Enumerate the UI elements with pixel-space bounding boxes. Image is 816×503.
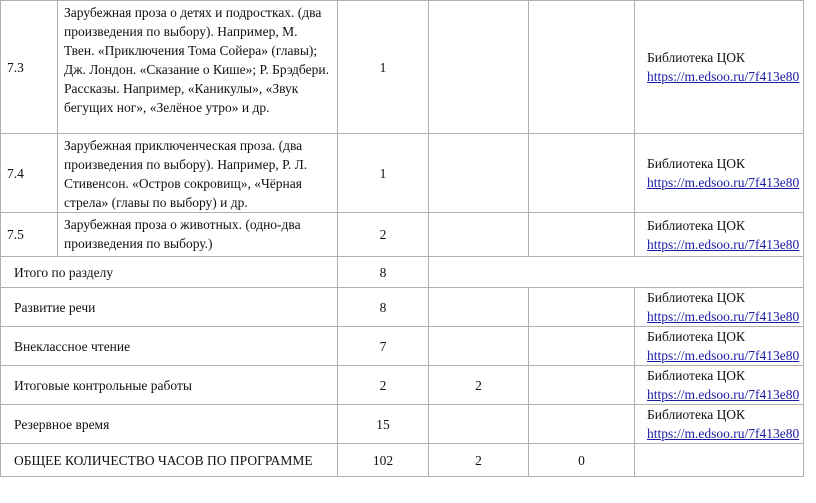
- row-control-hours: [429, 134, 529, 213]
- table-row: [1, 213, 804, 257]
- row-total-hours: 1: [338, 1, 429, 134]
- resource-link[interactable]: https://m.edsoo.ru/7f413e80: [647, 348, 800, 363]
- summary-label: Развитие речи: [1, 288, 338, 327]
- summary-total-hours: 8: [338, 288, 429, 327]
- section-total-label: Итого по разделу: [1, 257, 338, 288]
- grand-total-practical-hours: 0: [529, 444, 635, 477]
- section-total-row: [1, 257, 804, 288]
- row-control-hours: [429, 1, 529, 134]
- row-topic: Зарубежная проза о детях и подростках. (два произведения по выбору). Например, М. Твен. «Приключения Тома Сойера» (главы); Дж. Лондон. «Сказание о Кише»; Р. Брэдбери. Рассказы. Например, «Каникулы», «Звук бегущих ног», «Зелёное утро» и др.: [58, 1, 338, 134]
- summary-label: Итоговые контрольные работы: [1, 366, 338, 405]
- summary-row: [1, 327, 804, 366]
- row-resources: [635, 134, 804, 213]
- resource-label: Библиотека ЦОК: [647, 368, 745, 383]
- row-topic: Зарубежная приключенческая проза. (два произведения по выбору). Например, Р. Л. Стивенсон. «Остров сокровищ», «Чёрная стрела» (главы по выбору) и др.: [58, 134, 338, 213]
- table-row: [1, 1, 804, 134]
- row-resources: [635, 213, 804, 257]
- summary-total-hours: 15: [338, 405, 429, 444]
- row-number: 7.5: [1, 213, 58, 257]
- section-total-hours: 8: [338, 257, 429, 288]
- resource-link[interactable]: https://m.edsoo.ru/7f413e80: [647, 387, 800, 402]
- resource-link[interactable]: https://m.edsoo.ru/7f413e80: [647, 175, 800, 190]
- summary-control-hours: 2: [429, 366, 529, 405]
- row-practical-hours: [529, 1, 635, 134]
- resource-link[interactable]: https://m.edsoo.ru/7f413e80: [647, 309, 800, 324]
- resource-label: Библиотека ЦОК: [647, 407, 745, 422]
- row-total-hours: 2: [338, 213, 429, 257]
- summary-resources: [635, 288, 804, 327]
- row-practical-hours: [529, 134, 635, 213]
- summary-control-hours: [429, 327, 529, 366]
- grand-total-row: [1, 444, 804, 477]
- resource-label: Библиотека ЦОК: [647, 217, 745, 233]
- grand-total-hours: 102: [338, 444, 429, 477]
- table-row: [1, 134, 804, 213]
- grand-total-label: ОБЩЕЕ КОЛИЧЕСТВО ЧАСОВ ПО ПРОГРАММЕ: [1, 444, 338, 477]
- summary-resources: [635, 366, 804, 405]
- row-number: 7.4: [1, 134, 58, 213]
- summary-practical-hours: [529, 366, 635, 405]
- summary-control-hours: [429, 288, 529, 327]
- row-resources: [635, 1, 804, 134]
- summary-row: [1, 288, 804, 327]
- summary-control-hours: [429, 405, 529, 444]
- summary-practical-hours: [529, 327, 635, 366]
- grand-total-control-hours: 2: [429, 444, 529, 477]
- resource-label: Библиотека ЦОК: [647, 156, 745, 171]
- summary-practical-hours: [529, 288, 635, 327]
- row-total-hours: 1: [338, 134, 429, 213]
- summary-resources: [635, 405, 804, 444]
- summary-row: [1, 405, 804, 444]
- grand-total-resources: [635, 444, 804, 477]
- summary-total-hours: 7: [338, 327, 429, 366]
- resource-label: Библиотека ЦОК: [647, 329, 745, 344]
- resource-label: Библиотека ЦОК: [647, 290, 745, 305]
- summary-label: Резервное время: [1, 405, 338, 444]
- row-number: 7.3: [1, 1, 58, 134]
- summary-practical-hours: [529, 405, 635, 444]
- summary-row: [1, 366, 804, 405]
- row-topic: Зарубежная проза о животных. (одно-два произведения по выбору.): [58, 213, 338, 257]
- summary-label: Внеклассное чтение: [1, 327, 338, 366]
- resource-link[interactable]: https://m.edsoo.ru/7f413e80: [647, 69, 800, 84]
- resource-link[interactable]: https://m.edsoo.ru/7f413e80: [647, 236, 800, 252]
- resource-link[interactable]: https://m.edsoo.ru/7f413e80: [647, 426, 800, 441]
- row-practical-hours: [529, 213, 635, 257]
- section-total-empty: [429, 257, 804, 288]
- summary-resources: [635, 327, 804, 366]
- summary-total-hours: 2: [338, 366, 429, 405]
- row-control-hours: [429, 213, 529, 257]
- resource-label: Библиотека ЦОК: [647, 50, 745, 65]
